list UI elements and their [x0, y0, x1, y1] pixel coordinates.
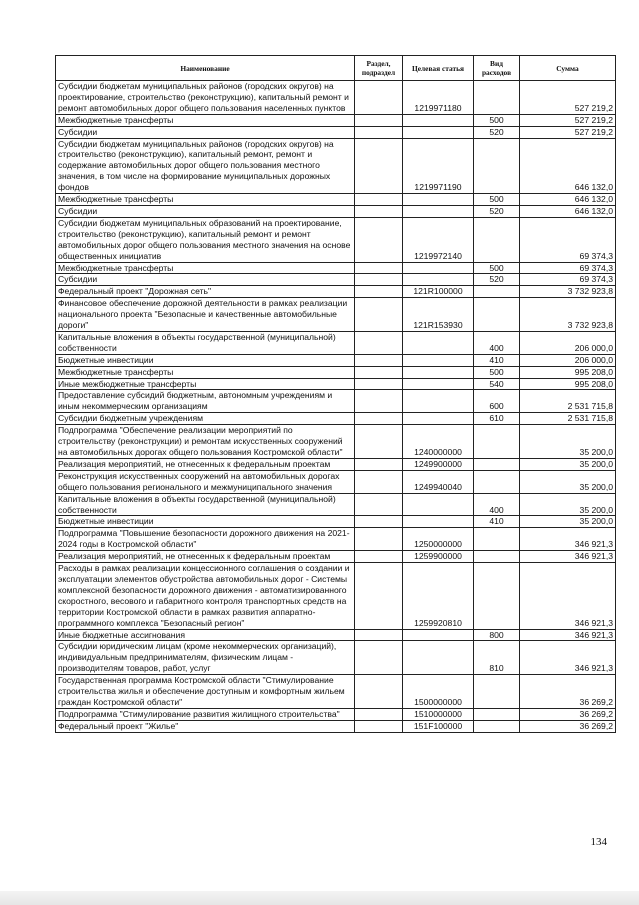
row-section: [355, 298, 403, 332]
scan-edge: [0, 891, 639, 905]
table-row: [56, 641, 616, 675]
table-row: [56, 126, 616, 138]
row-amount: 527 219,2: [520, 81, 616, 115]
row-name: Подпрограмма "Повышение безопасности дорожного движения на 2021-2024 годы в Костромской области": [56, 528, 355, 551]
row-type: [474, 563, 520, 629]
row-name: Расходы в рамках реализации концессионного соглашения о создании и эксплуатации элементов обустройства автомобильных дорог - Системы комплексной безопасности дорожного движения - автоматизированного скоростного, весового и габаритного контроля транспортных средств на территории Костромской области в рамках развития аппаратно-программного комплекса "Безопасный регион": [56, 563, 355, 629]
row-name: Межбюджетные трансферты: [56, 194, 355, 206]
row-type: 500: [474, 366, 520, 378]
row-type: 500: [474, 194, 520, 206]
row-target: [403, 262, 474, 274]
row-amount: 646 132,0: [520, 138, 616, 194]
row-target: [403, 378, 474, 390]
row-section: [355, 274, 403, 286]
row-section: [355, 286, 403, 298]
header-name: Наименование: [56, 56, 355, 81]
table-row: [56, 493, 616, 516]
row-amount: 2 531 715,8: [520, 390, 616, 413]
row-name: Реализация мероприятий, не отнесенных к федеральным проектам: [56, 458, 355, 470]
table-row: [56, 629, 616, 641]
row-name: Субсидии бюджетным учреждениям: [56, 413, 355, 425]
table-row: [56, 390, 616, 413]
header-type: Вид расходов: [474, 56, 520, 81]
row-name: Подпрограмма "Обеспечение реализации мероприятий по строительству (реконструкции) и ремонтам искусственных сооружений на автомобильных дорогах общего пользования Костромской области": [56, 425, 355, 459]
row-amount: 3 732 923,8: [520, 286, 616, 298]
table-row: [56, 274, 616, 286]
row-section: [355, 563, 403, 629]
row-amount: 346 921,3: [520, 551, 616, 563]
row-target: [403, 274, 474, 286]
row-target: [403, 114, 474, 126]
row-type: 410: [474, 354, 520, 366]
row-type: [474, 551, 520, 563]
row-section: [355, 390, 403, 413]
page-number: 134: [590, 836, 607, 848]
table-row: [56, 720, 616, 732]
row-type: [474, 720, 520, 732]
row-section: [355, 629, 403, 641]
row-section: [355, 720, 403, 732]
row-type: [474, 138, 520, 194]
row-name: Субсидии юридическим лицам (кроме некоммерческих организаций), индивидуальным предпринимателям, физическим лицам - производителям товаров, работ, услуг: [56, 641, 355, 675]
table-row: [56, 114, 616, 126]
row-section: [355, 81, 403, 115]
row-type: 540: [474, 378, 520, 390]
row-type: [474, 425, 520, 459]
table-row: [56, 528, 616, 551]
row-name: Реализация мероприятий, не отнесенных к федеральным проектам: [56, 551, 355, 563]
row-type: 400: [474, 493, 520, 516]
row-section: [355, 551, 403, 563]
table-row: [56, 425, 616, 459]
row-amount: 206 000,0: [520, 354, 616, 366]
row-type: 410: [474, 516, 520, 528]
row-type: [474, 298, 520, 332]
table-row: [56, 262, 616, 274]
table-row: [56, 563, 616, 629]
row-section: [355, 331, 403, 354]
row-amount: 35 200,0: [520, 516, 616, 528]
row-target: 1250000000: [403, 528, 474, 551]
row-amount: 206 000,0: [520, 331, 616, 354]
row-target: [403, 516, 474, 528]
row-target: 1249900000: [403, 458, 474, 470]
row-type: 400: [474, 331, 520, 354]
table-row: [56, 675, 616, 709]
row-target: 1219971180: [403, 81, 474, 115]
row-section: [355, 262, 403, 274]
row-type: [474, 217, 520, 262]
row-name: Межбюджетные трансферты: [56, 366, 355, 378]
row-amount: 346 921,3: [520, 641, 616, 675]
table-row: [56, 413, 616, 425]
row-name: Капитальные вложения в объекты государственной (муниципальной) собственности: [56, 331, 355, 354]
table-row: [56, 217, 616, 262]
table-row: [56, 205, 616, 217]
row-name: Предоставление субсидий бюджетным, автономным учреждениям и иным некоммерческим организациям: [56, 390, 355, 413]
row-type: 500: [474, 262, 520, 274]
row-amount: 3 732 923,8: [520, 298, 616, 332]
row-amount: 36 269,2: [520, 708, 616, 720]
row-section: [355, 194, 403, 206]
row-target: 1219972140: [403, 217, 474, 262]
row-type: 520: [474, 274, 520, 286]
row-name: Субсидии: [56, 205, 355, 217]
row-type: [474, 528, 520, 551]
row-section: [355, 413, 403, 425]
table-row: [56, 194, 616, 206]
row-amount: 995 208,0: [520, 378, 616, 390]
row-type: 520: [474, 205, 520, 217]
table-row: [56, 298, 616, 332]
table-row: [56, 81, 616, 115]
row-section: [355, 458, 403, 470]
row-target: 1500000000: [403, 675, 474, 709]
header-target: Целевая статья: [403, 56, 474, 81]
row-name: Субсидии бюджетам муниципальных районов (городских округов) на проектирование, строительство (реконструкцию), капитальный ремонт и ремонт автомобильных дорог общего пользования населенных пунктов: [56, 81, 355, 115]
budget-table: [55, 55, 616, 733]
row-type: 520: [474, 126, 520, 138]
row-section: [355, 366, 403, 378]
row-type: 500: [474, 114, 520, 126]
row-amount: 346 921,3: [520, 528, 616, 551]
row-amount: 36 269,2: [520, 720, 616, 732]
table-row: [56, 366, 616, 378]
row-target: 121R153930: [403, 298, 474, 332]
row-section: [355, 470, 403, 493]
row-amount: 69 374,3: [520, 262, 616, 274]
row-section: [355, 493, 403, 516]
table-row: [56, 138, 616, 194]
row-target: [403, 641, 474, 675]
row-type: [474, 675, 520, 709]
row-target: 1219971190: [403, 138, 474, 194]
row-type: 810: [474, 641, 520, 675]
table-row: [56, 331, 616, 354]
table-row: [56, 516, 616, 528]
row-target: 1249940040: [403, 470, 474, 493]
table-row: [56, 378, 616, 390]
row-section: [355, 675, 403, 709]
row-name: Межбюджетные трансферты: [56, 114, 355, 126]
row-target: 121R100000: [403, 286, 474, 298]
table-header-row: [56, 56, 616, 81]
row-target: [403, 205, 474, 217]
row-section: [355, 217, 403, 262]
row-type: [474, 470, 520, 493]
row-name: Подпрограмма "Стимулирование развития жилищного строительства": [56, 708, 355, 720]
row-amount: 69 374,3: [520, 274, 616, 286]
row-type: [474, 286, 520, 298]
row-amount: 646 132,0: [520, 205, 616, 217]
header-section: Раздел, подраздел: [355, 56, 403, 81]
row-target: 1259920810: [403, 563, 474, 629]
row-amount: 69 374,3: [520, 217, 616, 262]
row-amount: 346 921,3: [520, 563, 616, 629]
row-name: Иные межбюджетные трансферты: [56, 378, 355, 390]
row-name: Субсидии: [56, 274, 355, 286]
row-name: Федеральный проект "Дорожная сеть": [56, 286, 355, 298]
row-name: Субсидии: [56, 126, 355, 138]
row-amount: 35 200,0: [520, 470, 616, 493]
row-amount: 35 200,0: [520, 425, 616, 459]
table-row: [56, 458, 616, 470]
row-target: [403, 194, 474, 206]
row-section: [355, 126, 403, 138]
row-amount: 2 531 715,8: [520, 413, 616, 425]
row-name: Иные бюджетные ассигнования: [56, 629, 355, 641]
row-target: [403, 629, 474, 641]
row-name: Бюджетные инвестиции: [56, 354, 355, 366]
row-target: 1240000000: [403, 425, 474, 459]
row-section: [355, 378, 403, 390]
row-section: [355, 114, 403, 126]
row-amount: 646 132,0: [520, 194, 616, 206]
row-amount: 35 200,0: [520, 458, 616, 470]
row-type: 800: [474, 629, 520, 641]
row-target: [403, 354, 474, 366]
row-name: Финансовое обеспечение дорожной деятельности в рамках реализации национального проекта "Безопасные и качественные автомобильные дороги": [56, 298, 355, 332]
row-target: [403, 413, 474, 425]
row-amount: 995 208,0: [520, 366, 616, 378]
table-row: [56, 551, 616, 563]
row-section: [355, 205, 403, 217]
row-amount: 35 200,0: [520, 493, 616, 516]
row-name: Федеральный проект "Жилье": [56, 720, 355, 732]
row-type: [474, 81, 520, 115]
row-name: Субсидии бюджетам муниципальных образований на проектирование, строительство (реконструкцию), капитальный ремонт и ремонт автомобильных дорог общего пользования местного значения на основе общественных инициатив: [56, 217, 355, 262]
row-target: [403, 331, 474, 354]
row-amount: 527 219,2: [520, 126, 616, 138]
row-section: [355, 708, 403, 720]
table-row: [56, 470, 616, 493]
header-amount: Сумма: [520, 56, 616, 81]
row-type: [474, 458, 520, 470]
row-type: [474, 708, 520, 720]
table-row: [56, 708, 616, 720]
table-body: [56, 81, 616, 733]
row-type: 610: [474, 413, 520, 425]
row-section: [355, 516, 403, 528]
table-row: [56, 286, 616, 298]
row-type: 600: [474, 390, 520, 413]
row-target: [403, 126, 474, 138]
row-target: 1510000000: [403, 708, 474, 720]
row-name: Межбюджетные трансферты: [56, 262, 355, 274]
row-target: 151F100000: [403, 720, 474, 732]
row-amount: 527 219,2: [520, 114, 616, 126]
row-amount: 36 269,2: [520, 675, 616, 709]
row-name: Бюджетные инвестиции: [56, 516, 355, 528]
row-name: Капитальные вложения в объекты государственной (муниципальной) собственности: [56, 493, 355, 516]
row-name: Реконструкция искусственных сооружений на автомобильных дорогах общего пользования регионального и межмуниципального значения: [56, 470, 355, 493]
row-target: [403, 493, 474, 516]
row-target: [403, 390, 474, 413]
row-section: [355, 528, 403, 551]
row-target: [403, 366, 474, 378]
row-name: Государственная программа Костромской области "Стимулирование строительства жилья и обеспечение доступным и комфортным жильем граждан Костромской области": [56, 675, 355, 709]
table-row: [56, 354, 616, 366]
row-section: [355, 425, 403, 459]
row-amount: 346 921,3: [520, 629, 616, 641]
row-section: [355, 138, 403, 194]
row-name: Субсидии бюджетам муниципальных районов (городских округов) на строительство (реконструкцию), капитальный ремонт, ремонт и содержание автомобильных дорог общего пользования местного значения, в том числе на формирование муниципальных дорожных фондов: [56, 138, 355, 194]
row-section: [355, 354, 403, 366]
row-section: [355, 641, 403, 675]
row-target: 1259900000: [403, 551, 474, 563]
